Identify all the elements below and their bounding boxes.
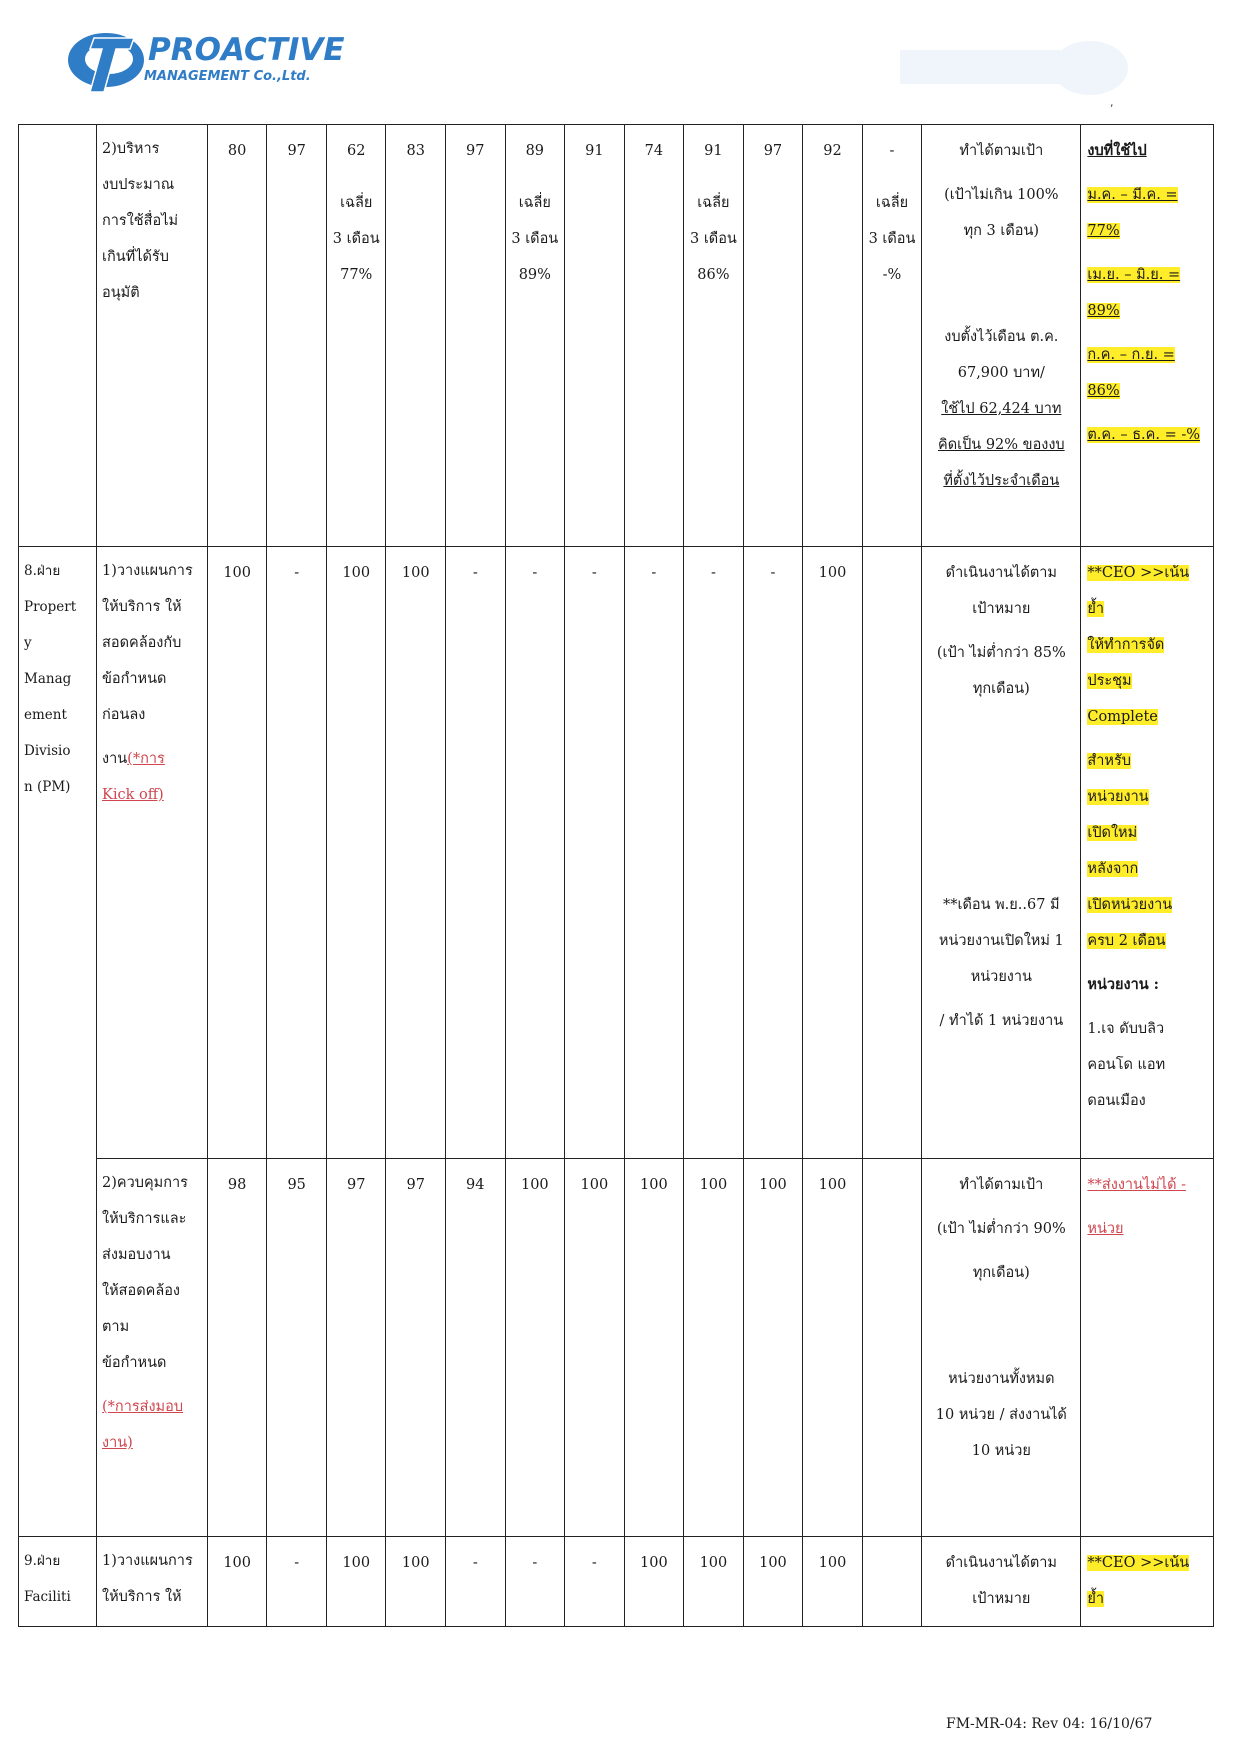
department-cell: 8.ฝ่าย Propert y Manag ement Divisio n (PM): [19, 547, 97, 1537]
month-value: 62 เฉลี่ย 3 เดือน 77%: [326, 125, 386, 547]
month-value: -: [505, 1537, 565, 1627]
topic-cell: 1)วางแผนการ ให้บริการ ให้ สอดคล้องกับ ข้อกำหนด ก่อนลง งาน(*การ Kick off): [97, 547, 208, 1159]
month-value: 100: [207, 1537, 267, 1627]
svg-text:MANAGEMENT Co.,Ltd.: MANAGEMENT Co.,Ltd.: [144, 69, 311, 84]
month-value: 80: [207, 125, 267, 547]
highlighted-note: 77%: [1087, 223, 1120, 239]
month-value: 97: [743, 125, 803, 547]
month-value: 97: [326, 1159, 386, 1537]
company-logo: [64, 22, 354, 96]
month-value: 100: [743, 1537, 803, 1627]
month-value: 91 เฉลี่ย 3 เดือน 86%: [684, 125, 744, 547]
month-value: 74: [624, 125, 684, 547]
topic-cell: 2)ควบคุมการ ให้บริการและ ส่งมอบงาน ให้สอดคล้อง ตาม ข้อกำหนด (*การส่งมอบ งาน): [97, 1159, 208, 1537]
average-label: เฉลี่ย: [340, 195, 373, 211]
result-cell: ดำเนินงานได้ตาม เป้าหมาย (เป้า ไม่ต่ำกว่า 85% ทุกเดือน) **เดือน พ.ย..67 มี หน่วยงานเปิดใหม่ 1 หน่วยงาน / ทำได้ 1 หน่วยงาน: [922, 547, 1081, 1159]
average-label: เฉลี่ย: [518, 195, 551, 211]
month-value: -: [267, 547, 327, 1159]
month-value: 100: [803, 1159, 863, 1537]
month-value: 100: [803, 1537, 863, 1627]
month-value: 98: [207, 1159, 267, 1537]
month-value: 83: [386, 125, 446, 547]
month-value: 100: [684, 1159, 744, 1537]
table-row: [19, 125, 1214, 547]
undelivered-note: **ส่งงานไม่ได้ -: [1087, 1177, 1187, 1193]
month-value: -: [267, 1537, 327, 1627]
highlighted-note: ต.ค. – ธ.ค. = -%: [1087, 427, 1201, 443]
month-value: 100: [207, 547, 267, 1159]
month-value: -: [684, 547, 744, 1159]
month-value: 100: [624, 1537, 684, 1627]
month-value: -: [743, 547, 803, 1159]
note-cell: **CEO >>เน้น ย้ำ ให้ทำการจัด ประชุม Complete สำหรับ หน่วยงาน เปิดใหม่ หลังจาก เปิดหน่วยงาน ครบ 2 เดือน หน่วยงาน : 1.เจ ดับบลิว คอนโด แอท ดอนเมือง: [1081, 547, 1214, 1159]
month-value: 100: [386, 1537, 446, 1627]
month-value: -: [565, 1537, 625, 1627]
scan-mark: ,: [1110, 96, 1114, 109]
month-value: - เฉลี่ย 3 เดือน -%: [862, 125, 922, 547]
month-value: 100: [326, 1537, 386, 1627]
month-value: 89 เฉลี่ย 3 เดือน 89%: [505, 125, 565, 547]
month-value: 95: [267, 1159, 327, 1537]
average-value: 86%: [697, 267, 730, 283]
month-value: 92: [803, 125, 863, 547]
department-cell: [19, 125, 97, 547]
month-value: 100: [803, 547, 863, 1159]
form-code: FM-MR-04: Rev 04: 16/10/67: [946, 1716, 1153, 1732]
month-value: [862, 1159, 922, 1537]
month-value: 91: [565, 125, 625, 547]
result-cell: ดำเนินงานได้ตาม เป้าหมาย: [922, 1537, 1081, 1627]
month-value: 100: [624, 1159, 684, 1537]
month-value: [862, 547, 922, 1159]
highlighted-note: 89%: [1087, 303, 1120, 319]
month-value: 100: [743, 1159, 803, 1537]
watermark-logo: [890, 30, 1180, 104]
month-value: 97: [386, 1159, 446, 1537]
department-cell: 9.ฝ่าย Faciliti: [19, 1537, 97, 1627]
month-value: [862, 1537, 922, 1627]
average-value: 77%: [340, 267, 373, 283]
average-value: -%: [882, 267, 902, 283]
result-cell: ทำได้ตามเป้า (เป้าไม่เกิน 100% ทุก 3 เดือน) งบตั้งไว้เดือน ต.ค. 67,900 บาท/ ใช้ไป 62,424 บาท คิดเป็น 92% ของงบ ที่ตั้งไว้ประจำเดือน: [922, 125, 1081, 547]
month-value: 100: [386, 547, 446, 1159]
month-value: -: [446, 1537, 506, 1627]
highlighted-note: เม.ย. – มิ.ย. =: [1087, 267, 1181, 283]
highlighted-note: ก.ค. – ก.ย. =: [1087, 347, 1175, 363]
month-value: 100: [326, 547, 386, 1159]
average-label: เฉลี่ย: [697, 195, 730, 211]
kpi-report-table: [18, 124, 1214, 1627]
month-value: 100: [505, 1159, 565, 1537]
result-cell: ทำได้ตามเป้า (เป้า ไม่ต่ำกว่า 90% ทุกเดือน) หน่วยงานทั้งหมด 10 หน่วย / ส่งงานได้ 10 หน่วย: [922, 1159, 1081, 1537]
highlighted-note: ม.ค. – มี.ค. =: [1087, 187, 1178, 203]
delivery-note: (*การส่งมอบ: [102, 1399, 184, 1415]
month-value: 94: [446, 1159, 506, 1537]
month-value: -: [565, 547, 625, 1159]
highlighted-note: 86%: [1087, 383, 1120, 399]
topic-cell: 1)วางแผนการ ให้บริการ ให้: [97, 1537, 208, 1627]
table-row: [19, 1537, 1214, 1627]
average-value: 89%: [518, 267, 551, 283]
highlighted-note: **CEO >>เน้น: [1087, 1555, 1190, 1571]
table-row: [19, 1159, 1214, 1537]
average-label: เฉลี่ย: [875, 195, 909, 211]
note-cell: งบที่ใช้ไป ม.ค. – มี.ค. = 77% เม.ย. – มิ.ย. = 89% ก.ค. – ก.ย. = 86% ต.ค. – ธ.ค. = -%: [1081, 125, 1214, 547]
month-value: 100: [684, 1537, 744, 1627]
month-value: 97: [267, 125, 327, 547]
month-value: 100: [565, 1159, 625, 1537]
month-value: -: [446, 547, 506, 1159]
note-cell: **ส่งงานไม่ได้ - หน่วย: [1081, 1159, 1214, 1537]
highlighted-note: **CEO >>เน้น: [1087, 565, 1190, 581]
month-value: 97: [446, 125, 506, 547]
month-value: -: [505, 547, 565, 1159]
month-value: -: [624, 547, 684, 1159]
kickoff-note: (*การ: [127, 751, 165, 767]
topic-cell: 2)บริหาร งบประมาณ การใช้สื่อไม่ เกินที่ได้รับ อนุมัติ: [97, 125, 208, 547]
table-row: [19, 547, 1214, 1159]
svg-text:PROACTIVE: PROACTIVE: [148, 32, 345, 68]
note-cell: **CEO >>เน้น ย้ำ: [1081, 1537, 1214, 1627]
